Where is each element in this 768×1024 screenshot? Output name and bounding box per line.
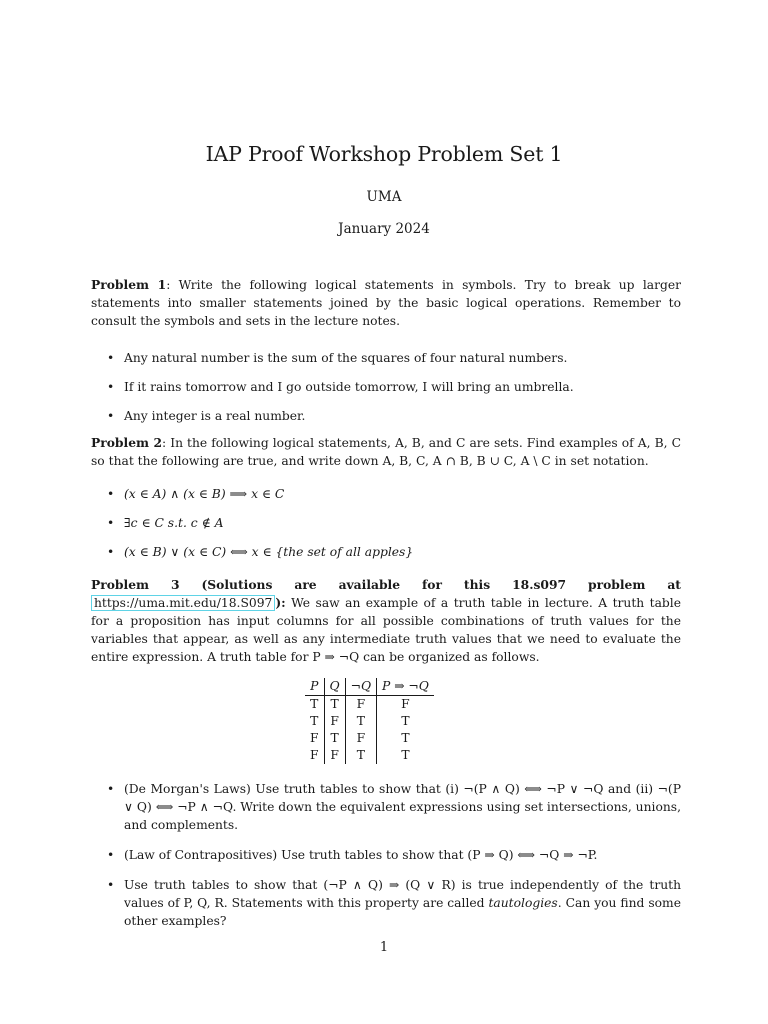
table-cell: T bbox=[310, 697, 319, 711]
header-cell: P ⇒ ¬Q bbox=[377, 678, 434, 696]
table-cell: T bbox=[310, 714, 319, 728]
document-title: IAP Proof Workshop Problem Set 1 bbox=[205, 142, 563, 166]
list-item: • (x ∈ A) ∧ (x ∈ B) ⟹ x ∈ C bbox=[91, 485, 681, 503]
header-cell: P bbox=[305, 678, 324, 696]
problem-1-statement bbox=[91, 276, 681, 330]
table-row bbox=[305, 696, 434, 714]
page-number: 1 bbox=[379, 940, 389, 955]
problem-2-statement bbox=[91, 434, 681, 470]
table-cell: T bbox=[324, 730, 345, 747]
truth-table bbox=[305, 678, 434, 764]
tautologies-term: tautologies bbox=[488, 896, 558, 910]
table-cell: T bbox=[377, 713, 434, 730]
item-text: Use truth tables to show that (¬P ∧ Q) ⇒ (Q ∨ R) is true independently of the truth values of P, Q, R. Statements with this property are called bbox=[124, 878, 681, 910]
problem-2-label: Problem 2 bbox=[91, 435, 163, 450]
list-item: • Any integer is a real number. bbox=[91, 407, 681, 425]
header-cell: ¬Q bbox=[345, 678, 376, 696]
table-cell: F bbox=[377, 696, 434, 714]
truth-table-header bbox=[305, 678, 434, 696]
table-cell: F bbox=[345, 730, 376, 747]
list-item: • (De Morgan's Laws) Use truth tables to show that (i) ¬(P ∧ Q) ⟺ ¬P ∨ ¬Q and (ii) ¬(P ∨ Q) ⟺ ¬P ∧ ¬Q. Write down the equivalent expressions using set intersections, unions, and complements. bbox=[91, 780, 681, 834]
problem-2 bbox=[91, 434, 681, 561]
table-cell: T bbox=[324, 696, 345, 714]
problem-3-statement bbox=[91, 576, 681, 666]
problem-3-tasks bbox=[91, 780, 681, 930]
table-cell: F bbox=[345, 696, 376, 714]
list-item: • Any natural number is the sum of the squares of four natural numbers. bbox=[91, 349, 681, 367]
table-cell: F bbox=[324, 747, 345, 764]
document-author: UMA bbox=[366, 189, 402, 205]
table-cell: F bbox=[324, 713, 345, 730]
item-text: . Can you find some other examples? bbox=[124, 896, 681, 928]
problem-3-list bbox=[91, 780, 681, 930]
problem-2-text: : In the following logical statements, A, B, and C are sets. Find examples of A, B, C so that the following are true, and write down A, B, C, A ∩ B, B ∪ C, A \ C in set notation. bbox=[91, 436, 681, 468]
problem-3-text: We saw an example of a truth table in lecture. A truth table for a proposition has input columns for all possible combinations of truth values for the variables that appear, as well as any intermediate truth values that we need to evaluate the entire expression. A truth table for P ⇒ ¬Q can be organized as follows. bbox=[91, 596, 681, 664]
problem-1 bbox=[91, 276, 681, 425]
problem-2-list bbox=[91, 485, 681, 561]
header-cell: Q bbox=[324, 678, 345, 696]
problem-1-list bbox=[91, 349, 681, 425]
list-item: • ∃c ∈ C s.t. c ∉ A bbox=[91, 514, 681, 532]
table-row bbox=[305, 730, 434, 747]
problem-1-text: : Write the following logical statements in symbols. Try to break up larger statements into smaller statements joined by the basic logical operations. Remember to consult the symbols and sets in the lecture notes. bbox=[91, 278, 681, 328]
table-row bbox=[305, 747, 434, 764]
problem-3 bbox=[91, 576, 681, 666]
list-item: • (x ∈ B) ∨ (x ∈ C) ⟺ x ∈ {the set of all apples} bbox=[91, 543, 681, 561]
solutions-link[interactable]: https://uma.mit.edu/18.S097 bbox=[91, 595, 275, 611]
table-cell: T bbox=[377, 747, 434, 764]
problem-3-label-end: ): bbox=[275, 595, 286, 610]
problem-3-label: Problem 3 (Solutions are available for this 18.s097 problem at bbox=[91, 577, 681, 592]
problem-1-label: Problem 1 bbox=[91, 277, 167, 292]
table-cell: T bbox=[345, 713, 376, 730]
list-item: • If it rains tomorrow and I go outside tomorrow, I will bring an umbrella. bbox=[91, 378, 681, 396]
list-item bbox=[91, 876, 681, 930]
table-cell: T bbox=[377, 730, 434, 747]
table-row bbox=[305, 713, 434, 730]
table-cell: T bbox=[345, 747, 376, 764]
list-item: • (Law of Contrapositives) Use truth tables to show that (P ⇒ Q) ⟺ ¬Q ⇒ ¬P. bbox=[91, 846, 681, 864]
table-cell: F bbox=[310, 731, 319, 745]
table-cell: F bbox=[310, 748, 319, 762]
document-date: January 2024 bbox=[338, 221, 430, 237]
